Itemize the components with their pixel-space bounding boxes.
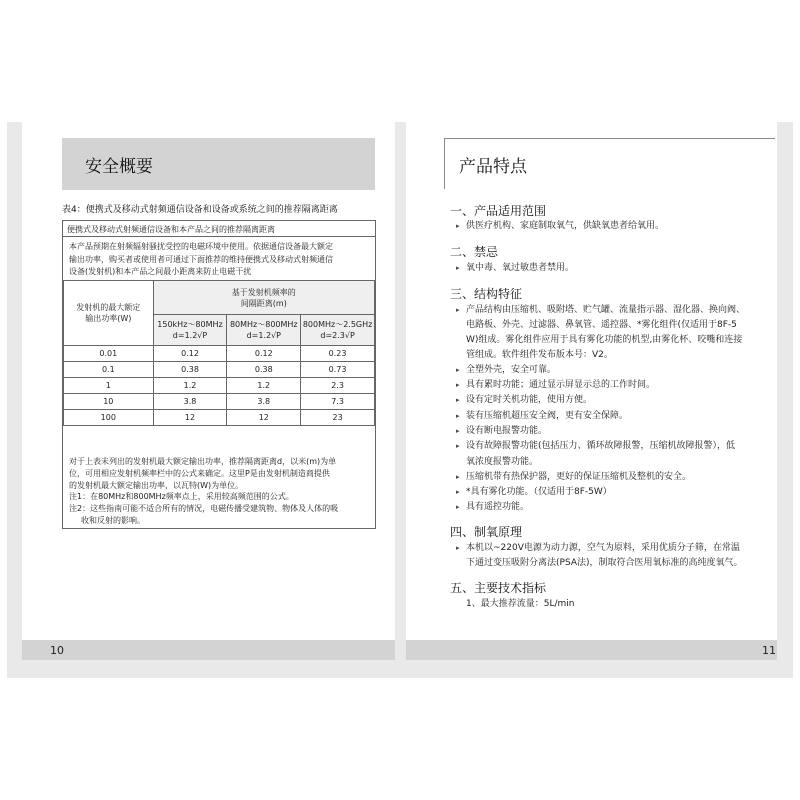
table-cell: 3.8 <box>153 394 227 410</box>
list-item: ▸ 全塑外壳，安全可靠。 <box>456 363 556 379</box>
note-line: 位，可用相应发射机频率栏中的公式来确定。这里P是由发射机制造商提供 <box>69 468 330 478</box>
bullet-icon: ▸ <box>456 442 460 450</box>
section-heading: 三、结构特征 <box>450 287 523 301</box>
bullet-icon: ▸ <box>456 488 460 496</box>
list-item: ▸ 供医疗机构、家庭制取氧气，供缺氧患者给氧用。 <box>456 219 664 235</box>
table-cell: 3.8 <box>227 394 301 410</box>
table-row <box>64 410 375 426</box>
list-item: ▸ 本机以~220V电源为动力源，空气为原料，采用优质分子筛，在常温 <box>456 541 740 557</box>
table-cell: 0.01 <box>64 346 154 362</box>
box-header: 便携式及移动式射频通信设备和本产品之间的推荐隔离距离 <box>63 221 375 237</box>
bullet-icon: ▸ <box>456 427 460 435</box>
bullet-icon: ▸ <box>456 473 460 481</box>
note-line: 注2：这些指南可能不适合所有的情况，电磁传播受建筑物、物体及人体的吸 <box>69 504 339 514</box>
right-page <box>406 122 777 660</box>
intro-line: 输出功率，购买者或使用者可通过下面推荐的维持便携式及移动式射频通信 <box>69 254 333 264</box>
intro-line: 本产品预期在射频辐射骚扰受控的电磁环境中使用。依据通信设备最大额定 <box>69 242 333 251</box>
band-header-2: 80MHz～800MHz d=1.2√P <box>227 315 301 346</box>
list-item: ▸ *具有雾化功能。（仅适用于8F-5W） <box>456 485 612 501</box>
table-cell: 0.73 <box>301 362 375 378</box>
table-cell: 0.12 <box>153 346 227 362</box>
list-item: ▸ 产品结构由压缩机、吸附塔、贮气罐、流量指示器、湿化器、换向阀、 <box>456 303 745 319</box>
bullet-icon: ▸ <box>456 222 460 230</box>
note-line: 的发射机最大额定输出功率，以瓦特(W)为单位。 <box>69 480 244 490</box>
table-caption: 表4：便携式及移动式射频通信设备和设备或系统之间的推荐隔离距离 <box>62 205 338 215</box>
section-heading: 一、产品适用范围 <box>450 204 547 218</box>
bullet-icon: ▸ <box>456 544 460 552</box>
bullet-icon: ▸ <box>456 412 460 420</box>
section-heading: 五、主要技术指标 <box>450 581 547 595</box>
table-row <box>64 394 375 410</box>
table-cell: 1.2 <box>227 378 301 394</box>
table-cell: 23 <box>301 410 375 426</box>
table-cell: 0.38 <box>153 362 227 378</box>
band-header-3: 800MHz～2.5GHz d=2.3√P <box>301 315 375 346</box>
list-item: ▸ 氧中毒、氧过敏患者禁用。 <box>456 261 574 277</box>
note-line: 注1：在80MHz和800MHz频率点上，采用较高频范围的公式。 <box>69 492 294 502</box>
note-line: 收和反射的影响。 <box>81 515 145 525</box>
bullet-icon: ▸ <box>456 503 460 511</box>
separation-distance-box <box>62 220 376 529</box>
intro-line: 设备(发射机)和本产品之间最小距离来防止电磁干扰 <box>69 267 252 276</box>
page-number: 11 <box>762 644 776 657</box>
table-row <box>64 346 375 362</box>
list-item: ▸ 设有故障报警功能(包括压力、循环故障报警，压缩机故障报警），低 <box>456 439 735 455</box>
left-page <box>22 122 395 660</box>
table-cell: 12 <box>227 410 301 426</box>
table-cell: 100 <box>64 410 154 426</box>
footer-bar <box>22 640 395 660</box>
notes-block <box>69 456 369 527</box>
table-cell: 0.38 <box>227 362 301 378</box>
intro-paragraph <box>69 241 369 279</box>
list-item: ▸ 具有遥控功能。 <box>456 500 529 516</box>
list-item: ▸ 具有累时功能；通过显示屏显示总的工作时间。 <box>456 378 655 394</box>
list-item: ▸ 装有压缩机超压安全阀，更有安全保障。 <box>456 409 628 425</box>
frequency-group-header: 基于发射机频率的 间隔距离(m) <box>153 281 374 315</box>
bullet-icon: ▸ <box>456 381 460 389</box>
table-row <box>64 378 375 394</box>
page-title: 产品特点 <box>459 157 527 177</box>
band-header-1: 150kHz～80MHz d=1.2√P <box>153 315 227 346</box>
list-item: ▸ 设有定时关机功能，使用方便。 <box>456 393 592 409</box>
bullet-icon: ▸ <box>456 366 460 374</box>
table-cell: 1 <box>64 378 154 394</box>
list-item-continuation: 下通过变压吸附分离法(PSA法)，制取符合医用氧标准的高纯度氧气。 <box>466 558 743 568</box>
table-row <box>64 362 375 378</box>
bullet-icon: ▸ <box>456 264 460 272</box>
table-cell: 2.3 <box>301 378 375 394</box>
output-power-header: 发射机的最大额定 输出功率(W) <box>64 281 154 346</box>
page-title: 安全概要 <box>85 157 153 177</box>
bullet-icon: ▸ <box>456 306 460 314</box>
page-number: 10 <box>50 644 64 657</box>
list-item: ▸ 设有断电报警功能。 <box>456 424 547 440</box>
table-cell: 0.12 <box>227 346 301 362</box>
table-cell: 0.23 <box>301 346 375 362</box>
table-cell: 0.1 <box>64 362 154 378</box>
separation-distance-table <box>63 280 375 426</box>
list-item-continuation: 电路板、外壳、过滤器、鼻氧管、遥控器、*雾化组件(仅适用于8F-5 <box>466 320 737 330</box>
list-item-continuation: 氧浓度报警功能。 <box>466 457 539 467</box>
section-heading: 四、制氧原理 <box>450 525 523 539</box>
table-cell: 1.2 <box>153 378 227 394</box>
note-line: 对于上表未列出的发射机最大额定输出功率，推荐隔离距离d，以米(m)为单 <box>69 457 337 466</box>
list-item: ▸ 压缩机带有热保护器，更好的保证压缩机及整机的安全。 <box>456 470 691 486</box>
list-item-continuation: 管组成。软件组件发布版本号：V2。 <box>466 350 613 360</box>
spec-item: 1、最大推荐流量：5L/min <box>466 599 575 609</box>
table-cell: 12 <box>153 410 227 426</box>
table-cell: 7.3 <box>301 394 375 410</box>
table-cell: 10 <box>64 394 154 410</box>
footer-bar <box>406 640 777 660</box>
bullet-icon: ▸ <box>456 396 460 404</box>
section-heading: 二、禁忌 <box>450 245 499 259</box>
list-item-continuation: W)组成。雾化组件应用于具有雾化功能的机型,由雾化杯、咬嘴和连接 <box>466 335 743 345</box>
